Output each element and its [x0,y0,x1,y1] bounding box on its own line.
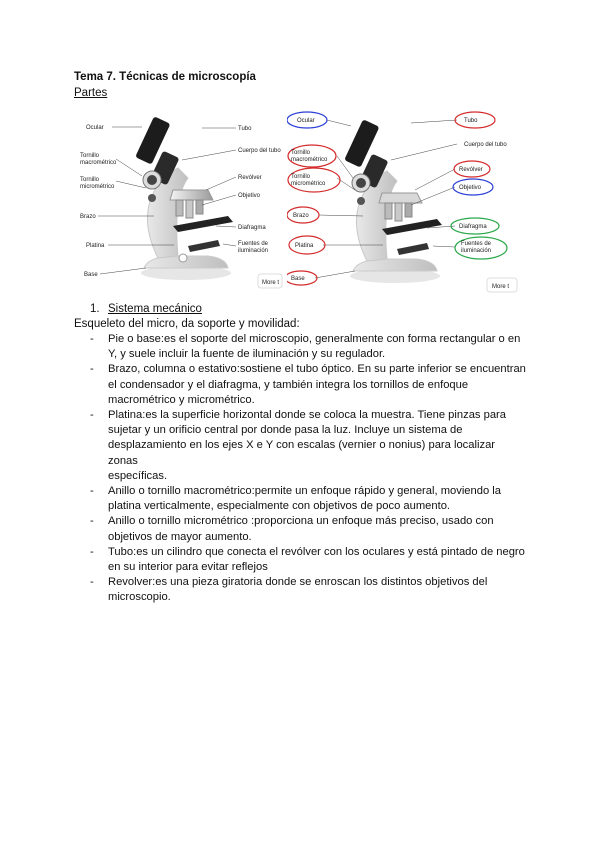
label-fuentes-1: Fuentes de [238,241,269,247]
label-tornillo-macro-2: macrométrico [80,160,117,166]
list-item-line: microscopio. [108,591,171,604]
label-tornillo-macro-1: Tornillo [80,153,100,159]
label-fuentes-2: iluminación [238,248,269,254]
list-item-line: en su interior para evitar reflejos [108,561,268,574]
bullet-dash: - [90,363,94,376]
list-item [74,514,526,544]
label-cuerpo-tubo: Cuerpo del tubo [238,148,281,154]
list-item [74,484,526,514]
list-item-line: platina verticalmente, especialmente con objetivos de poco aumento. [108,500,451,513]
list-item-line: Pie o base:es el soporte del microscopio, generalmente con forma rectangular o en [108,333,521,345]
label-brazo: Brazo [80,214,96,220]
section-heading [90,303,202,315]
label-objetivo: Objetivo [459,185,482,191]
microscope-figure-right [287,108,520,294]
label-revolver: Revólver [459,167,483,173]
list-item-line: específicas. [108,469,168,482]
microscope-figure-left [78,108,283,294]
list-item-line: sujetar y un orificio central por donde pasa la luz. Incluye un sistema de [108,424,463,437]
label-more: More t [262,280,280,286]
bullet-dash: - [90,576,94,589]
list-item [74,545,526,575]
label-tubo: Tubo [464,118,478,124]
bullet-dash: - [90,409,94,422]
bullet-dash: - [90,545,94,558]
label-base: Base [84,272,98,278]
list-item [74,362,526,408]
label-tornillo-micro-2: micrométrico [80,184,115,190]
label-tornillo-macro-1: Tornillo [291,150,311,156]
label-fuentes-1: Fuentes de [461,241,492,247]
list-item [74,408,526,484]
label-tornillo-micro-1: Tornillo [291,174,311,180]
list-item-line: Y, y suele incluir la fuente de iluminación y su regulador. [108,348,386,361]
label-objetivo: Objetivo [238,193,261,199]
label-tornillo-micro-2: micrométrico [291,181,326,187]
label-ocular: Ocular [86,125,104,131]
label-ocular: Ocular [297,118,315,124]
label-tornillo-macro-2: macrométrico [291,157,328,163]
section-intro: Esqueleto del micro, da soporte y movilidad: [74,318,300,330]
page-subtitle: Partes [74,87,108,99]
list-item-line: el condensador y el diafragma, y también integra los tornillos de enfoque [108,378,469,391]
list-item-line: desplazamiento en los ejes X e Y con escalas (vernier o nonius) para localizar zonas [108,439,496,467]
label-platina: Platina [86,243,105,249]
list-item-line: Revolver:es una pieza giratoria donde se enroscan los distintos objetivos del [108,576,488,589]
bullet-list [74,332,526,606]
list-item-line: Platina:es la superficie horizontal donde se coloca la muestra. Tiene pinzas para [108,409,507,422]
microscope-diagram-left [78,108,283,294]
list-item [74,332,526,362]
section-title: Sistema mecánico [108,303,202,315]
section-number: 1. [90,303,100,315]
label-brazo: Brazo [293,213,309,219]
list-item-line: Anillo o tornillo macrométrico:permite un enfoque rápido y general, moviendo la [108,485,502,498]
label-cuerpo-tubo: Cuerpo del tubo [464,142,507,148]
label-more: More t [492,284,510,290]
label-diafragma: Diafragma [238,225,266,231]
microscope-illustration [135,116,233,280]
list-item-line: Tubo:es un cilindro que conecta el revólver con los oculares y está pintado de negro [108,545,525,558]
label-revolver: Revólver [238,175,262,181]
label-tubo: Tubo [238,126,252,132]
list-item-line: Brazo, columna o estativo:sostiene el tubo óptico. En su parte inferior se encuentran [108,363,526,376]
bullet-dash: - [90,485,94,498]
list-item-line: Anillo o tornillo micrométrico :proporciona un enfoque más preciso, usado con [108,515,494,528]
label-fuentes-2: iluminación [461,248,492,254]
microscope-diagram-right [287,108,520,294]
list-item-line: macrométrico y micrométrico. [108,393,255,406]
label-platina: Platina [295,243,314,249]
label-tornillo-micro-1: Tornillo [80,177,100,183]
bullet-dash: - [90,515,94,528]
list-item-line: objetivos de mayor aumento. [108,530,252,543]
page-title: Tema 7. Técnicas de microscopía [74,71,256,83]
microscope-illustration [344,119,442,283]
label-base: Base [291,276,305,282]
label-diafragma: Diafragma [459,224,487,230]
bullet-dash: - [90,333,94,345]
list-item [74,575,526,605]
